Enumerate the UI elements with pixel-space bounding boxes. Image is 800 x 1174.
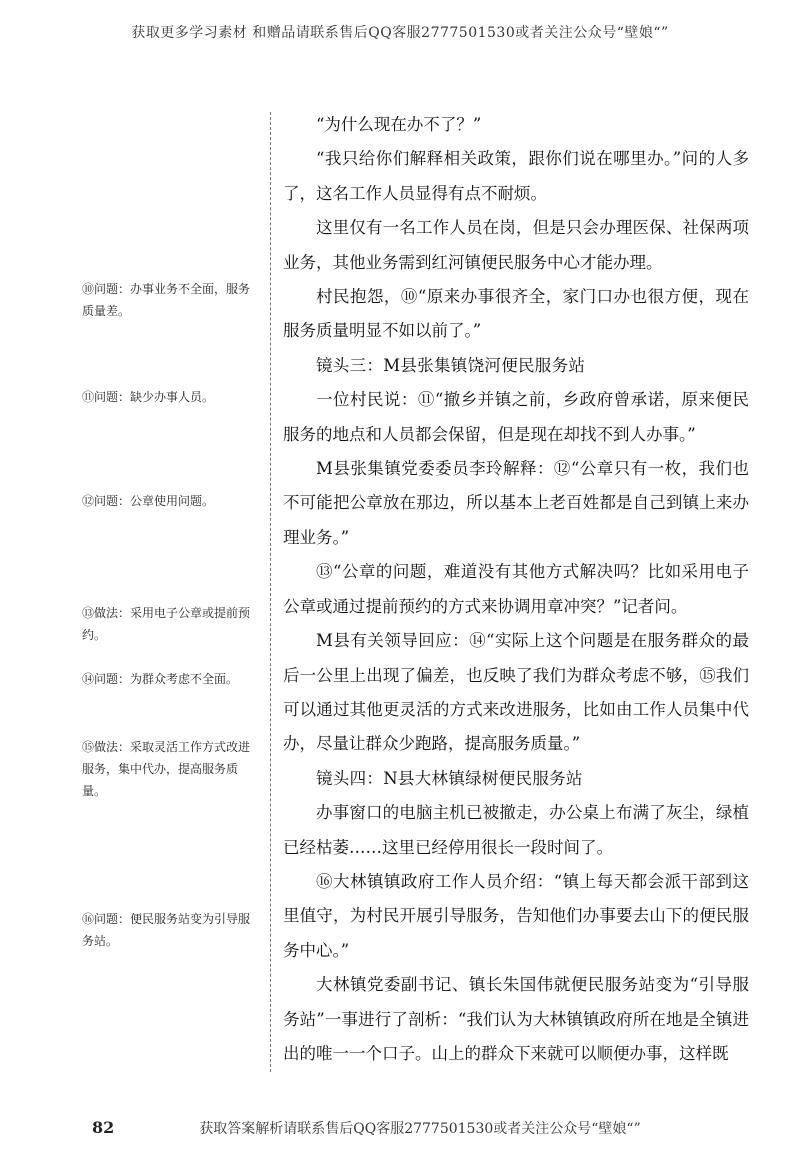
paragraph: 村民抱怨，⑩“原来办事很齐全，家门口办也很方便，现在服务质量明显不如以前了。” [283, 287, 749, 341]
main-text [283, 108, 749, 1071]
margin-note-12: ⑫问题：公章使用问题。 [82, 494, 215, 508]
page-number: 82 [92, 1118, 115, 1137]
paragraph: “为什么现在办不了？” [316, 115, 482, 134]
scene-heading: 镜头四：N县大林镇绿树便民服务站 [316, 768, 583, 788]
paragraph: 这里仅有一名工作人员在岗，但是只会办理医保、社保两项业务，其他业务需到红河镇便民服务中心才能办理。 [283, 218, 749, 272]
paragraph: M县张集镇党委委员李玲解释：⑫“公章只有一枚，我们也不可能把公章放在那边，所以基本上老百姓都是自己到镇上来办理业务。” [283, 459, 749, 547]
margin-note-10: ⑩问题：办事业务不全面，服务质量差。 [82, 282, 251, 318]
header-banner: 获取更多学习素材 和赠品请联系售后QQ客服2777501530或者关注公众号“壁娘“” [131, 25, 669, 41]
paragraph: 一位村民说：⑪“撤乡并镇之前，乡政府曾承诺，原来便民服务的地点和人员都会保留，但是现在却找不到人办事。” [283, 390, 749, 444]
paragraph: ⑯大林镇镇政府工作人员介绍：“镇上每天都会派干部到这里值守，为村民开展引导服务，告知他们办事要去山下的便民服务中心。” [283, 871, 749, 960]
margin-note-16: ⑯问题：便民服务站变为引导服务站。 [82, 912, 251, 948]
margin-note-15: ⑮做法：采取灵活工作方式改进服务，集中代办，提高服务质量。 [82, 740, 251, 798]
scene-heading: 镜头三：M县张集镇饶河便民服务站 [316, 355, 586, 375]
paragraph: 办事窗口的电脑主机已被撤走，办公桌上布满了灰尘，绿植已经枯萎……这里已经停用很长一段时间了。 [283, 803, 749, 857]
paragraph: “我只给你们解释相关政策，跟你们说在哪里办。”问的人多了，这名工作人员显得有点不耐烦。 [283, 149, 749, 203]
margin-note-11: ⑪问题：缺少办事人员。 [82, 390, 215, 404]
column-divider [270, 112, 271, 1072]
margin-note-13: ⑬做法：采用电子公章或提前预约。 [82, 606, 251, 642]
paragraph: M县有关领导回应：⑭“实际上这个问题是在服务群众的最后一公里上出现了偏差，也反映了我们为群众考虑不够，⑮我们可以通过其他更灵活的方式来改进服务，比如由工作人员集中代办，尽量让群众少跑路，提高服务质量。” [283, 631, 749, 754]
footer-banner: 获取答案解析请联系售后QQ客服2777501530或者关注公众号“壁娘“” [199, 1121, 641, 1137]
paragraph: 大林镇党委副书记、镇长朱国伟就便民服务站变为“引导服务站”一事进行了剖析：“我们认为大林镇镇政府所在地是全镇进出的唯一一个口子。山上的群众下来就可以顺便办事，这样既 [283, 975, 749, 1063]
margin-note-14: ⑭问题：为群众考虑不全面。 [82, 672, 239, 686]
paragraph: ⑬“公章的问题，难道没有其他方式解决吗？比如采用电子公章或通过提前预约的方式来协调用章冲突？”记者问。 [283, 562, 749, 616]
